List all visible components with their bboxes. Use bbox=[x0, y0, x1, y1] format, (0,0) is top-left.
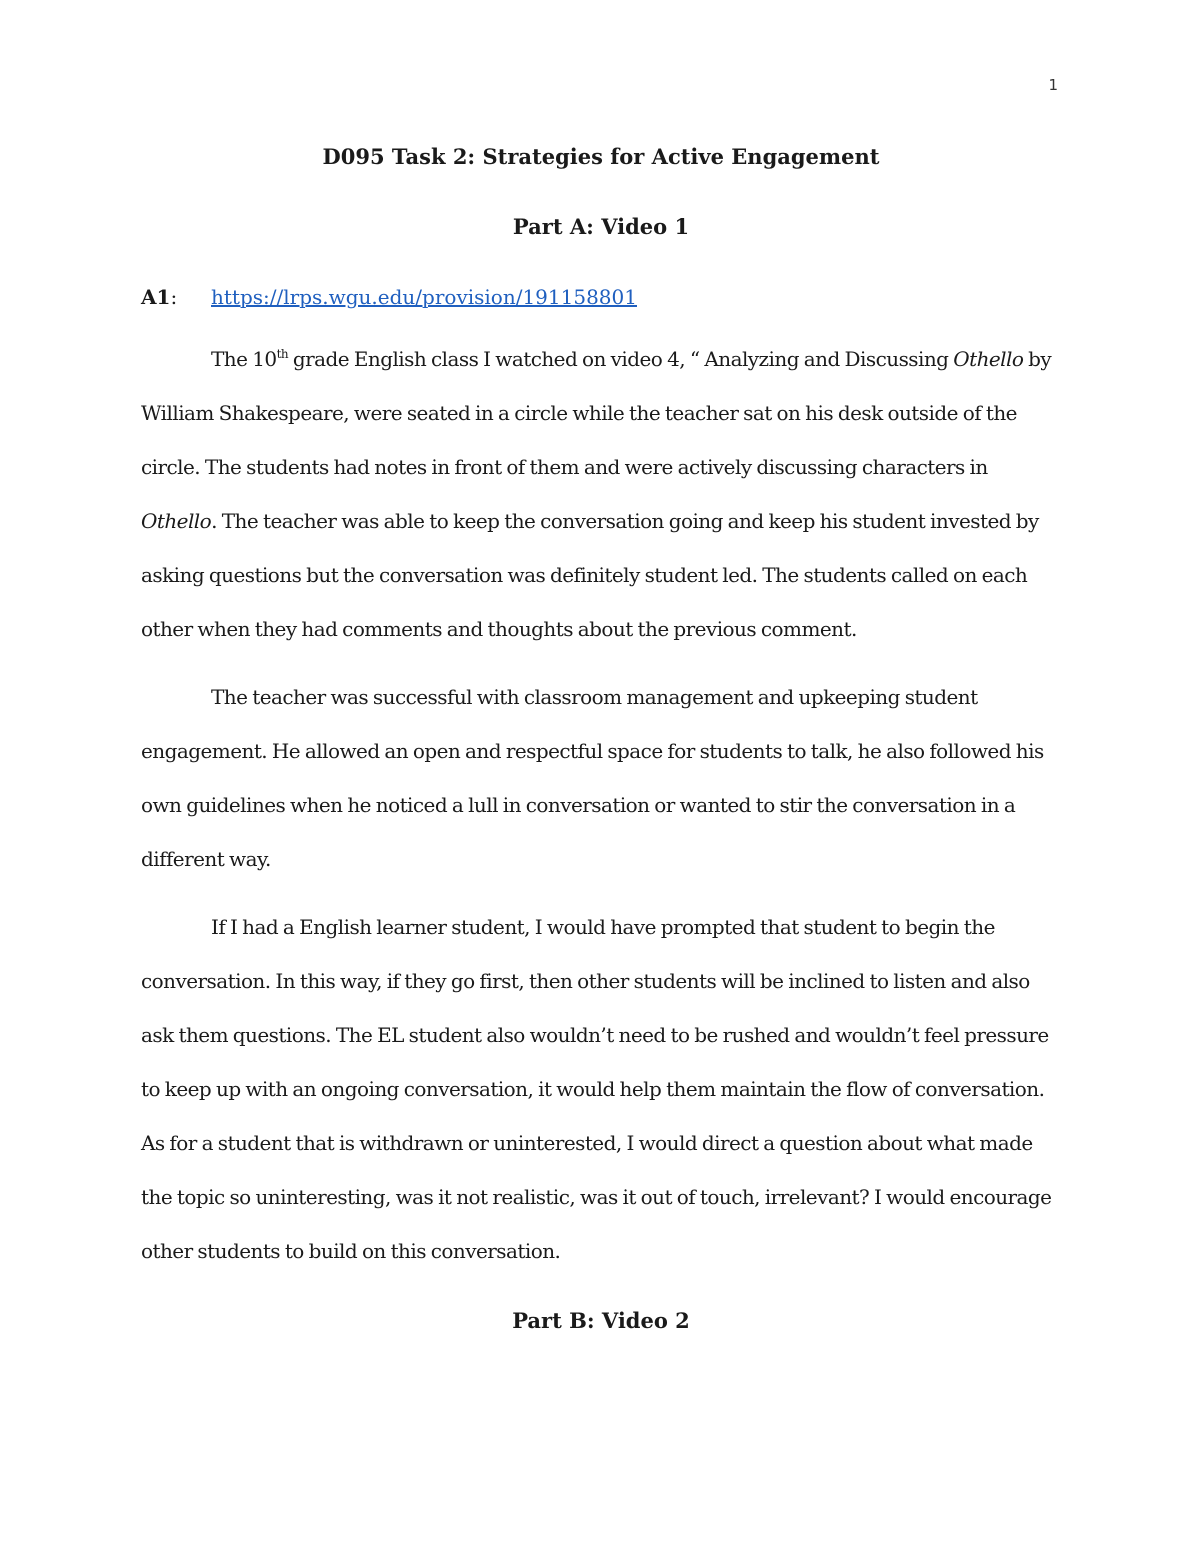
part-a-paragraphs bbox=[141, 332, 1061, 1278]
video-link[interactable]: https://lrps.wgu.edu/provision/191158801 bbox=[211, 285, 637, 309]
part-a-heading: Part A: Video 1 bbox=[512, 214, 690, 239]
paragraph-1 bbox=[141, 332, 1061, 656]
p1-italic-title-2: Othello bbox=[141, 509, 212, 533]
part-b-heading: Part B: Video 2 bbox=[512, 1308, 690, 1333]
a1-line bbox=[141, 280, 1061, 314]
p1-superscript: th bbox=[276, 347, 289, 361]
p1-text-b: grade English class I watched on video 4, “ Analyzing and Discussing bbox=[288, 347, 954, 371]
a1-label-text: A1 bbox=[141, 285, 171, 309]
page-number: 1 bbox=[1048, 76, 1058, 94]
a1-colon: : bbox=[170, 285, 178, 309]
document-body bbox=[141, 140, 1061, 1338]
p1-text-d: . The teacher was able to keep the conversation going and keep his student invested by asking questions but the conversation was definitely student led. The students called on each other when they had comments and thoughts about the previous comment. bbox=[141, 509, 1039, 641]
document-title: D095 Task 2: Strategies for Active Engagement bbox=[322, 144, 880, 169]
p1-italic-title-1: Othello bbox=[953, 347, 1024, 371]
a1-label bbox=[141, 280, 211, 314]
p1-text-a: The 10 bbox=[211, 347, 277, 371]
p1-text-c: by William Shakespeare, were seated in a circle while the teacher sat on his desk outside of the circle. The students had notes in front of them and were actively discussing characters in bbox=[141, 347, 1052, 479]
paragraph-2: The teacher was successful with classroom management and upkeeping student engagement. He allowed an open and respectful space for students to talk, he also followed his own guidelines when he noticed a lull in conversation or wanted to stir the conversation in a different way. bbox=[141, 685, 1044, 871]
paragraph-3: If I had a English learner student, I would have prompted that student to begin the conversation. In this way, if they go first, then other students will be inclined to listen and also ask them questions. The EL student also wouldn’t need to be rushed and wouldn’t feel pressure to keep up with an ongoing conversation, it would help them maintain the flow of conversation. As for a student that is withdrawn or uninterested, I would direct a question about what made the topic so uninteresting, was it not realistic, was it out of touch, irrelevant? I would encourage other students to build on this conversation. bbox=[141, 915, 1052, 1263]
